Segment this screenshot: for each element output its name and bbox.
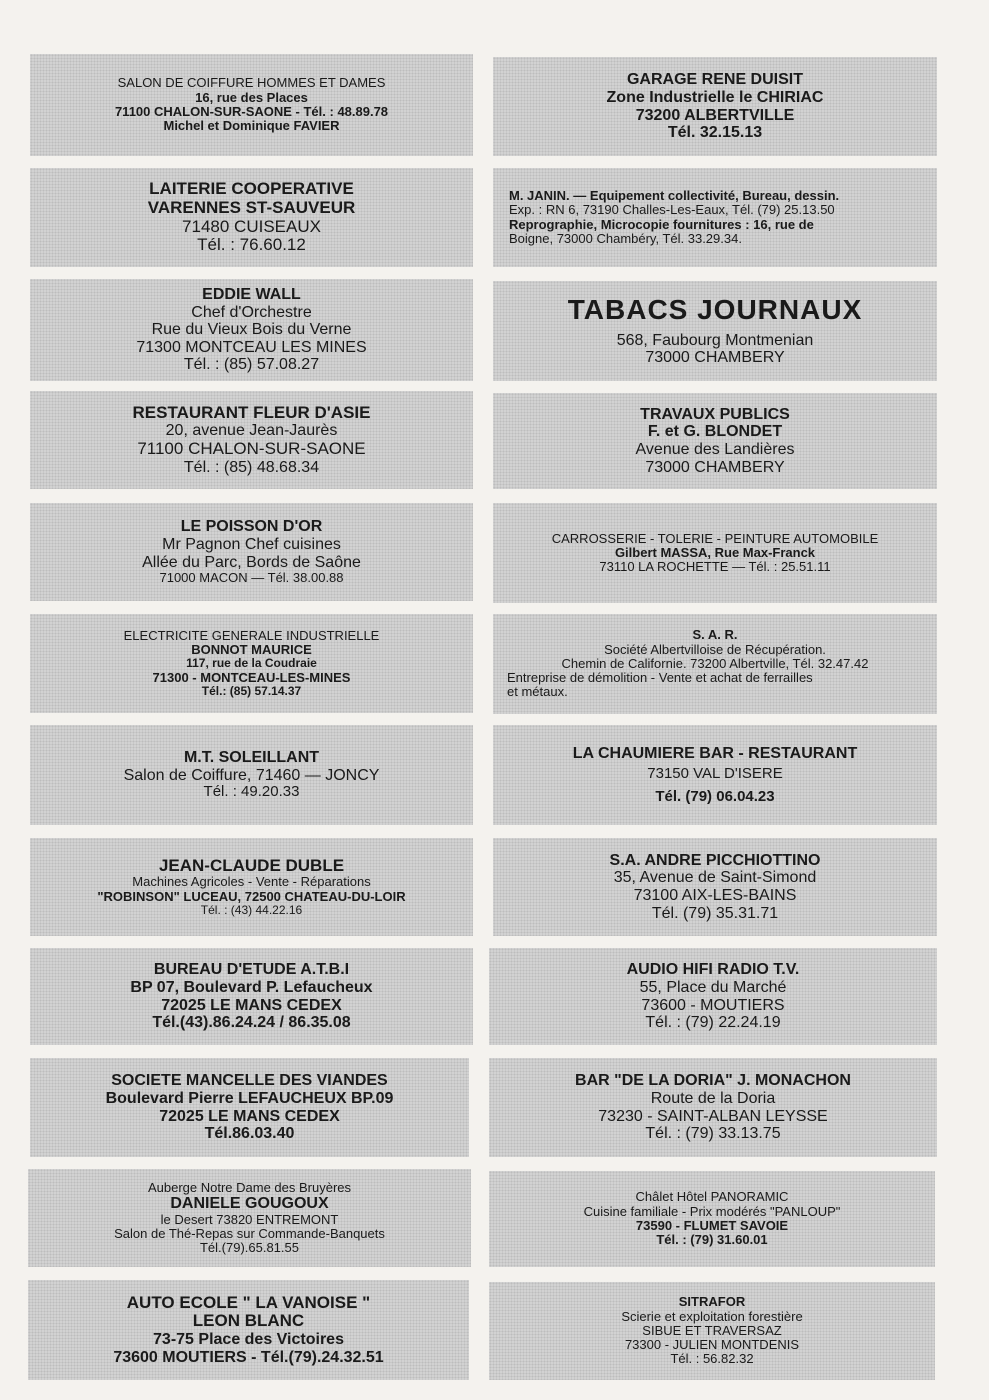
ad-line: LA CHAUMIERE BAR - RESTAURANT: [572, 744, 858, 762]
ad-line: Salon de Coiffure, 71460 — JONCY: [123, 766, 380, 784]
ad-line: LEON BLANC: [192, 1311, 305, 1331]
ad-line: 71100 CHALON-SUR-SAONE: [137, 439, 366, 458]
ad-line: Scierie et exploitation forestière: [621, 1308, 803, 1324]
ad-auto-ecole-vanoise: [28, 1280, 469, 1380]
ad-line: Rue du Vieux Bois du Verne: [151, 321, 352, 339]
ad-auberge-gougoux: [28, 1169, 471, 1267]
ad-line: VARENNES ST-SAUVEUR: [147, 197, 356, 217]
ad-line: BP 07, Boulevard P. Lefaucheux: [130, 978, 373, 996]
ad-line: Tél. (79) 35.31.71: [651, 904, 779, 922]
ad-line: Allée du Parc, Bords de Saône: [142, 553, 361, 571]
ad-line: 71480 CUISEAUX: [182, 216, 321, 236]
ad-garage-duisit: [493, 57, 937, 156]
ad-line: RESTAURANT FLEUR D'ASIE: [132, 402, 371, 422]
ad-line: 73000 CHAMBERY: [645, 349, 785, 367]
ad-line: TRAVAUX PUBLICS: [640, 405, 790, 423]
ad-line: DANIELE GOUGOUX: [170, 1194, 329, 1212]
ad-line: Tél. : (85) 48.68.34: [183, 458, 320, 476]
ad-line: F. et G. BLONDET: [647, 423, 783, 441]
ad-line: 71300 MONTCEAU LES MINES: [136, 338, 367, 356]
ad-line: Tél. : (43) 44.22.16: [200, 903, 303, 918]
ad-line: 72025 LE MANS CEDEX: [161, 996, 342, 1014]
ad-line: Avenue des Landières: [635, 441, 795, 458]
ad-line: S.A. ANDRE PICCHIOTTINO: [609, 851, 821, 869]
ad-sitrafor: [489, 1282, 935, 1380]
ad-line: Michel et Dominique FAVIER: [163, 118, 340, 134]
ad-societe-mancelle: [30, 1058, 469, 1157]
ad-line: BUREAU D'ETUDE A.T.B.I: [153, 961, 350, 979]
ad-line: Tél. : (79) 22.24.19: [645, 1014, 781, 1032]
ad-eddie-wall: [30, 279, 473, 381]
ad-line: Exp. : RN 6, 73190 Challes-Les-Eaux, Tél. (79) 25.13.50: [509, 202, 835, 218]
ad-line: 568, Faubourg Montmenian: [616, 331, 814, 349]
ad-line: Tél.(43).86.24.24 / 86.35.08: [152, 1014, 351, 1032]
ad-line: AUTO ECOLE " LA VANOISE ": [126, 1292, 371, 1312]
ad-line: S. A. R.: [692, 627, 738, 643]
ad-line: GARAGE RENE DUISIT: [626, 71, 803, 89]
ad-line: Tél. 32.15.13: [667, 124, 763, 142]
ad-line: Tél. : 49.20.33: [203, 783, 300, 801]
ad-line: Tél. (79) 06.04.23: [655, 787, 775, 805]
ad-line: Chemin de Californie. 73200 Albertville, Tél. 32.47.42: [561, 655, 869, 671]
ad-line: Chef d'Orchestre: [191, 303, 312, 321]
ad-line: Salon de Thé-Repas sur Commande-Banquets: [114, 1225, 385, 1241]
ad-line: Gilbert MASSA, Rue Max-Franck: [614, 544, 816, 560]
ad-line: JEAN-CLAUDE DUBLE: [158, 855, 345, 875]
ad-line: Tél.(79).65.81.55: [199, 1240, 299, 1256]
ad-audio-hifi: [489, 948, 937, 1045]
ad-line: EDDIE WALL: [202, 286, 301, 304]
ad-line: Entreprise de démolition - Vente et achat de ferrailles: [507, 670, 813, 686]
ad-line: SIBUE ET TRAVERSAZ: [642, 1322, 782, 1338]
ad-line: 72025 LE MANS CEDEX: [159, 1107, 340, 1125]
ad-line: "ROBINSON" LUCEAU, 72500 CHATEAU-DU-LOIR: [97, 888, 406, 904]
ad-bureau-etude-atbi: [30, 948, 473, 1045]
ad-line: Tél.: (85) 57.14.37: [201, 683, 302, 698]
ad-line: 73230 - SAINT-ALBAN LEYSSE: [598, 1107, 828, 1125]
ad-line: 16, rue des Places: [195, 89, 308, 105]
ad-line: SALON DE COIFFURE HOMMES ET DAMES: [117, 75, 386, 91]
ad-line: Boulevard Pierre LEFAUCHEUX BP.09: [105, 1089, 394, 1107]
ad-carrosserie-massa: [493, 503, 937, 603]
ad-line: 73600 - MOUTIERS: [641, 996, 785, 1014]
ad-line: 71300 - MONTCEAU-LES-MINES: [152, 669, 351, 685]
ad-line: 35, Avenue de Saint-Simond: [613, 869, 817, 887]
ad-line: Mr Pagnon Chef cuisines: [162, 536, 341, 554]
ad-picchiottino: [493, 838, 937, 936]
ad-line: Auberge Notre Dame des Bruyères: [147, 1179, 352, 1195]
ad-line: 71100 CHALON-SUR-SAONE - Tél. : 48.89.78: [114, 104, 389, 119]
ad-line: 73100 AIX-LES-BAINS: [633, 887, 797, 904]
ad-bar-de-la-doria: [489, 1058, 937, 1157]
ad-line: Reprographie, Microcopie fournitures : 16, rue de: [509, 216, 814, 232]
ad-poisson-dor: [30, 503, 473, 601]
ad-line: 73110 LA ROCHETTE — Tél. : 25.51.11: [599, 559, 831, 575]
ad-line: M.T. SOLEILLANT: [183, 749, 320, 767]
ad-line: Châlet Hôtel PANORAMIC: [635, 1189, 789, 1205]
ad-chalet-panoramic: [489, 1171, 935, 1267]
ad-line: M. JANIN. — Equipement collectivité, Bureau, dessin.: [509, 187, 840, 203]
ad-travaux-publics-blondet: [493, 393, 937, 489]
ad-line: 73590 - FLUMET SAVOIE: [635, 1218, 789, 1233]
ad-line: 71000 MACON — Tél. 38.00.88: [159, 570, 344, 586]
ad-line: le Desert 73820 ENTREMONT: [160, 1211, 339, 1227]
ad-line: 73150 VAL D'ISERE: [647, 765, 783, 783]
ad-line: Tél. : (79) 31.60.01: [656, 1232, 768, 1248]
ad-janin: [493, 168, 937, 267]
ad-line: Tél.86.03.40: [204, 1125, 295, 1143]
ad-tabacs-journaux: [493, 281, 937, 381]
ad-line: SOCIETE MANCELLE DES VIANDES: [111, 1072, 388, 1090]
ad-soleillant: [30, 725, 473, 825]
ad-line: Tél. : (85) 57.08.27: [183, 356, 320, 374]
ad-line: Société Albertvilloise de Récupération.: [604, 641, 826, 657]
ad-line: AUDIO HIFI RADIO T.V.: [626, 961, 800, 979]
ad-line: 73000 CHAMBERY: [645, 458, 785, 476]
ad-line: LE POISSON D'OR: [180, 518, 323, 536]
ad-line: 55, Place du Marché: [639, 978, 787, 996]
ad-restaurant-fleur-asie: [30, 391, 473, 489]
ad-line: Tél. : 56.82.32: [670, 1351, 754, 1367]
ad-jean-claude-duble: [30, 838, 473, 936]
ad-line: et métaux.: [507, 684, 568, 700]
ad-line: Tél. : 76.60.12: [197, 235, 306, 255]
ad-line: BAR "DE LA DORIA" J. MONACHON: [575, 1072, 851, 1090]
ad-line: BONNOT MAURICE: [191, 642, 312, 658]
ad-line: LAITERIE COOPERATIVE: [149, 179, 354, 199]
ad-line: Tél. : (79) 33.13.75: [645, 1125, 781, 1143]
ad-line: Cuisine familiale - Prix modérés "PANLOUP": [583, 1203, 841, 1219]
ad-line: Machines Agricoles - Vente - Réparations: [132, 874, 371, 890]
ad-electricite-bonnot: [30, 614, 473, 713]
ad-line: 73300 - JULIEN MONTDENIS: [624, 1337, 800, 1353]
ad-line: TABACS JOURNAUX: [567, 294, 863, 325]
ad-laiterie: [30, 168, 473, 267]
ad-line: 73600 MOUTIERS - Tél.(79).24.32.51: [113, 1348, 384, 1366]
ad-line: 73200 ALBERTVILLE: [635, 106, 795, 124]
ad-line: ELECTRICITE GENERALE INDUSTRIELLE: [123, 627, 380, 643]
ad-sar-recuperation: [493, 614, 937, 714]
ad-salon-coiffure: [30, 54, 473, 156]
ad-line: CARROSSERIE - TOLERIE - PEINTURE AUTOMOBILE: [551, 530, 879, 546]
ad-la-chaumiere: [493, 725, 937, 825]
ad-line: Zone Industrielle le CHIRIAC: [606, 88, 824, 106]
ad-line: Boigne, 73000 Chambéry, Tél. 33.29.34.: [509, 230, 742, 246]
ad-line: 73-75 Place des Victoires: [153, 1331, 344, 1349]
ad-line: Route de la Doria: [650, 1089, 776, 1107]
ad-line: 117, rue de la Coudraie: [186, 656, 317, 671]
ad-line: SITRAFOR: [678, 1294, 746, 1310]
ad-line: 20, avenue Jean-Jaurès: [165, 422, 338, 440]
